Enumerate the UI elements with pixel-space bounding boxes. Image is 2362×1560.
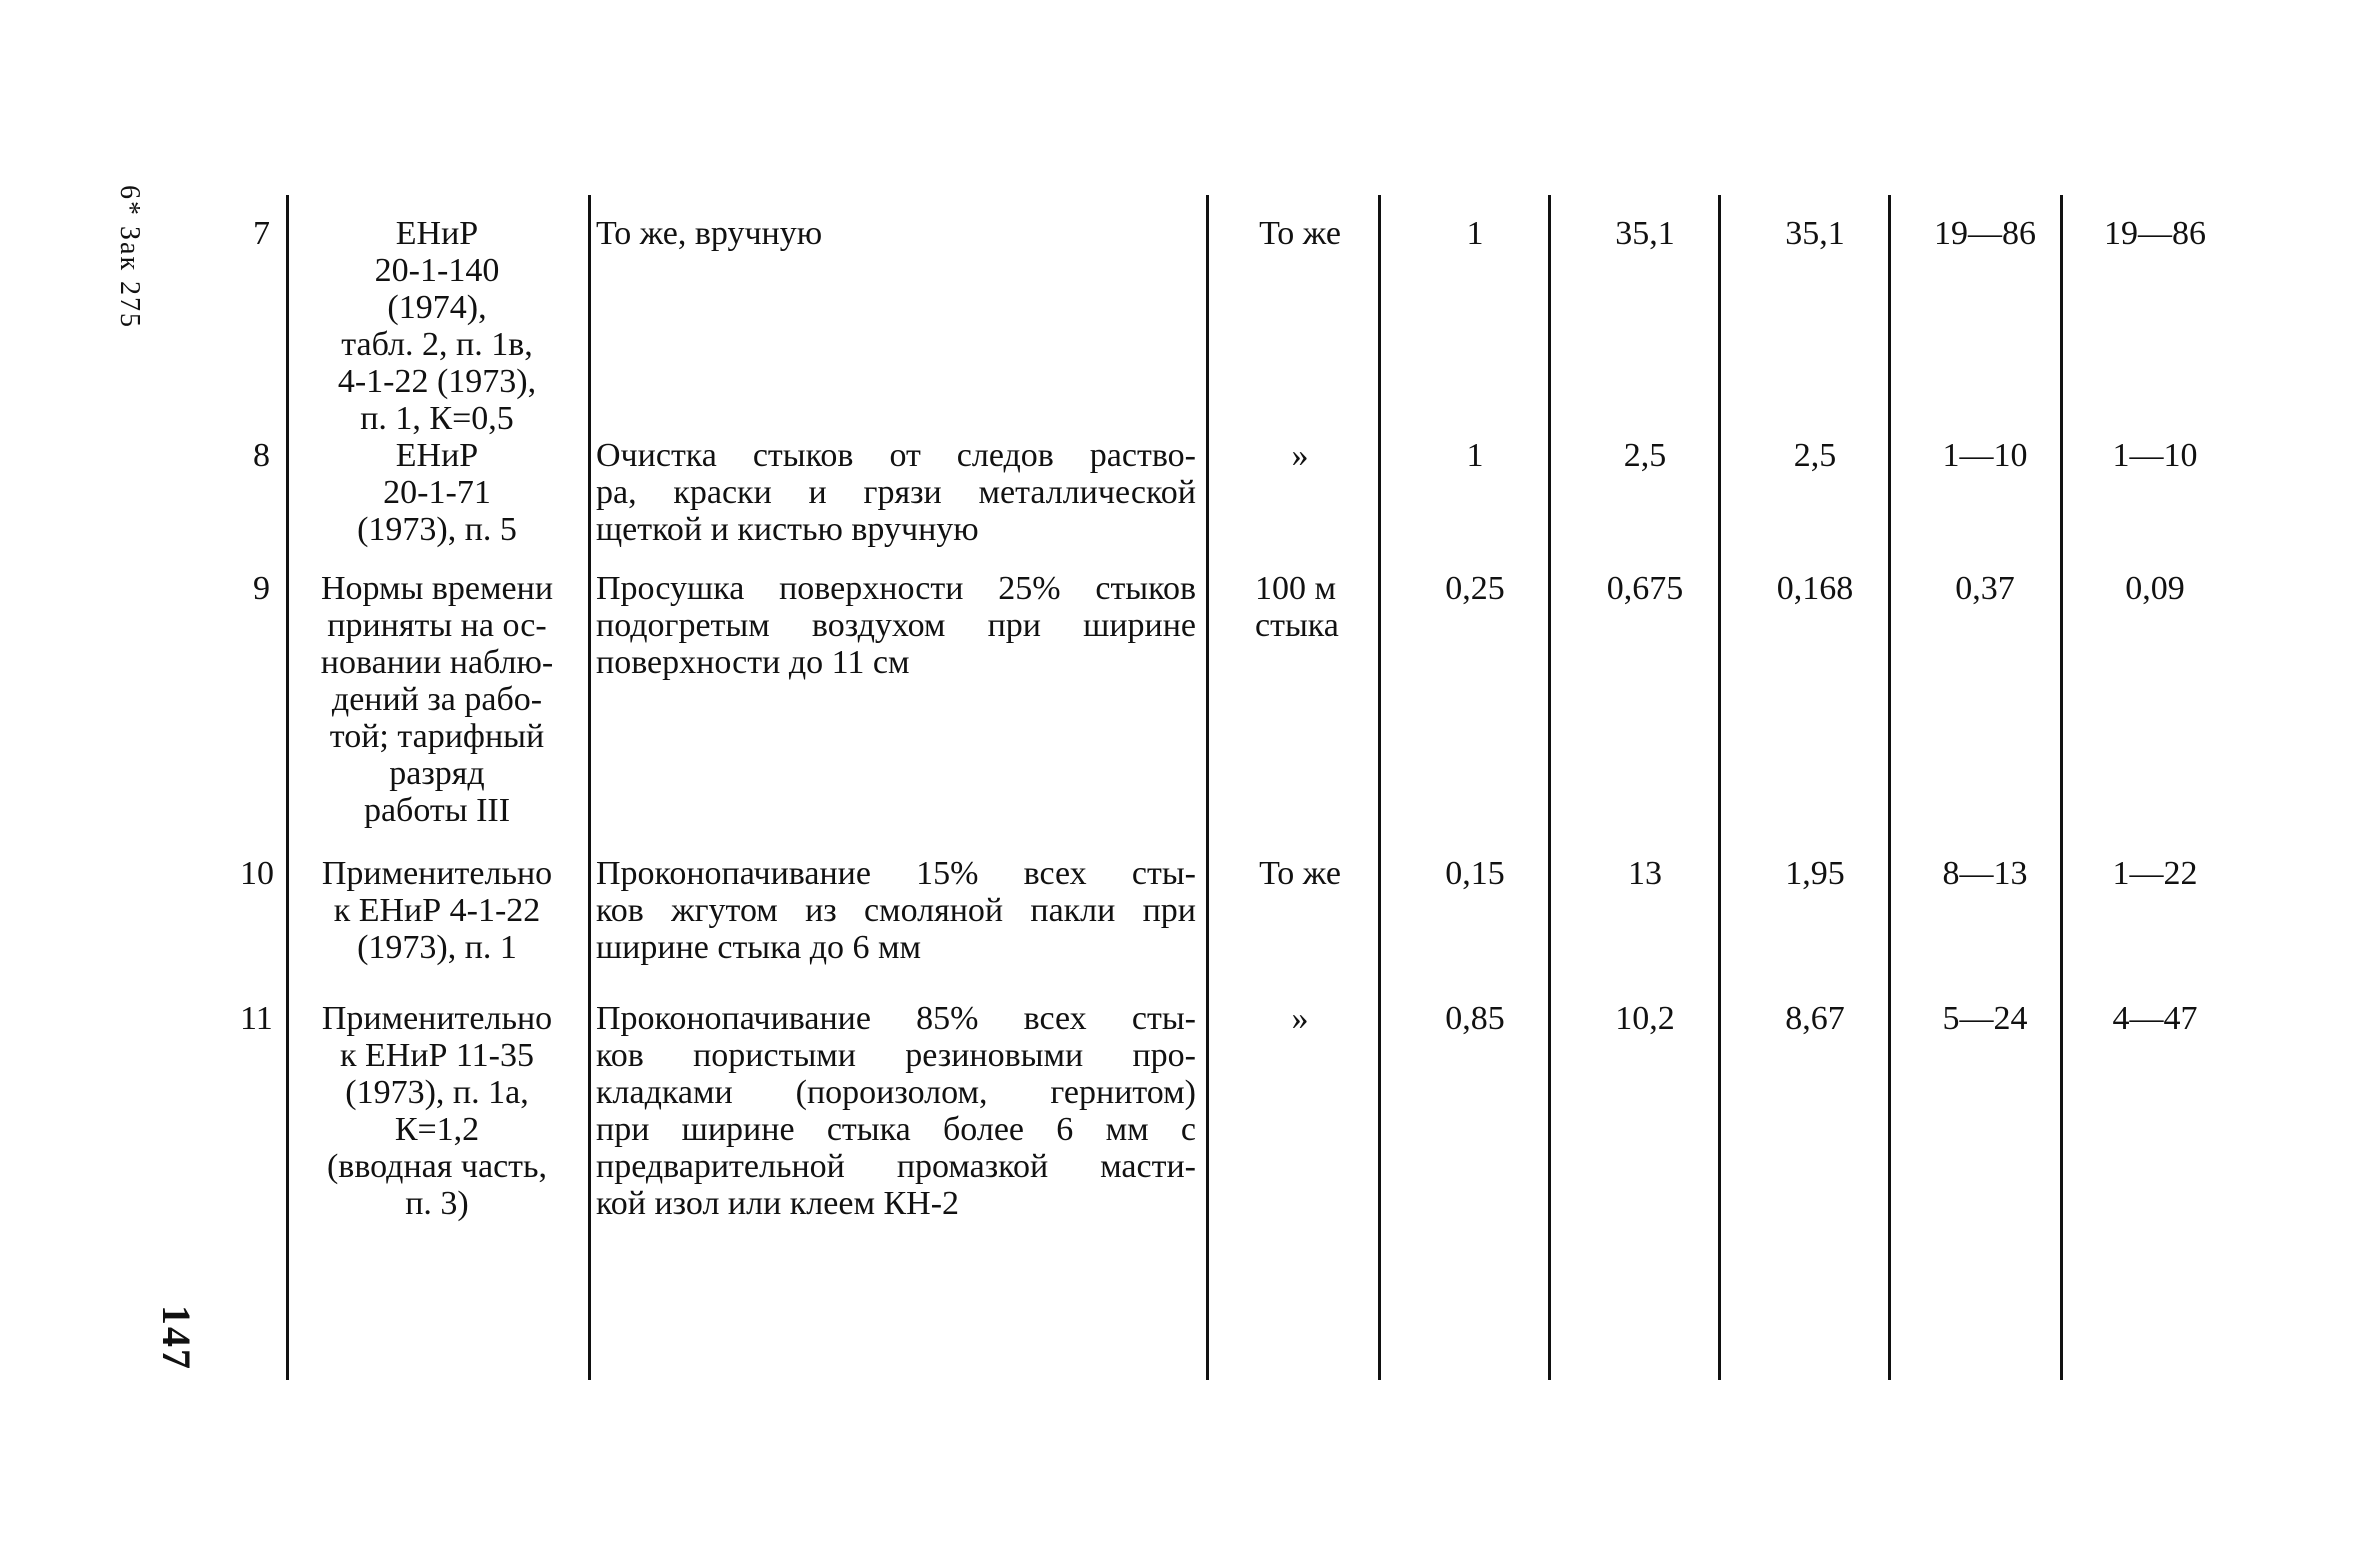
- wage-amount: 19—86: [2104, 215, 2206, 252]
- labor-cost: 0,168: [1776, 570, 1854, 607]
- work-description-line: ков пористыми резиновыми про-: [596, 1037, 1196, 1074]
- work-description-line: Очистка стыков от следов раство-: [596, 437, 1196, 474]
- norm-source-line: 4-1-22 (1973),: [337, 363, 537, 400]
- norm-source: [292, 1000, 582, 1222]
- column-rule: [1718, 195, 1721, 1380]
- quantity: 1: [1466, 215, 1484, 252]
- labor-cost: 1,95: [1785, 855, 1845, 892]
- norm-source: [292, 215, 582, 437]
- work-description: [596, 855, 1196, 966]
- quantity: 0,25: [1445, 570, 1505, 607]
- work-description-line: ков жгутом из смоляной пакли при: [596, 892, 1196, 929]
- unit: То же: [1259, 855, 1341, 892]
- work-description: [596, 215, 1196, 252]
- norm-source-line: к ЕНиР 4-1-22: [333, 892, 541, 929]
- norm-source-line: ЕНиР: [395, 215, 479, 252]
- norm-source-line: Применительно: [321, 1000, 553, 1037]
- norm-source: [292, 855, 582, 966]
- work-description-line: То же, вручную: [596, 215, 823, 252]
- norm-source-line: (1973), п. 5: [357, 511, 517, 548]
- wage-amount: 4—47: [2112, 1000, 2198, 1037]
- row-number: 10: [240, 855, 274, 892]
- work-description: [596, 437, 1196, 548]
- column-rule: [1548, 195, 1551, 1380]
- work-description-line: кой изол или клеем КН-2: [596, 1185, 960, 1222]
- work-description-line: поверхности до 11 см: [596, 644, 910, 681]
- norm-source-line: разряд: [389, 755, 485, 792]
- quantity: 1: [1466, 437, 1484, 474]
- unit: 100 м стыка: [1255, 570, 1339, 644]
- time-norm: 13: [1628, 855, 1662, 892]
- norm-source-line: (1973), п. 1а,: [345, 1074, 529, 1111]
- quantity: 0,85: [1445, 1000, 1505, 1037]
- row-number: 11: [240, 1000, 273, 1037]
- column-rule: [1378, 195, 1381, 1380]
- row-number: 7: [253, 215, 270, 252]
- work-description-line: кладками (пороизолом, гернитом): [596, 1074, 1196, 1111]
- rate: 1—10: [1942, 437, 2028, 474]
- norm-source-line: Нормы времени: [320, 570, 554, 607]
- work-description-line: ширине стыка до 6 мм: [596, 929, 922, 966]
- labor-cost: 35,1: [1785, 215, 1845, 252]
- work-description-line: предварительной промазкой масти-: [596, 1148, 1196, 1185]
- work-description-line: Проконопачивание 85% всех сты-: [596, 1000, 1196, 1037]
- work-description: [596, 1000, 1196, 1222]
- quantity: 0,15: [1445, 855, 1505, 892]
- norm-source-line: (вводная часть,: [326, 1148, 548, 1185]
- work-description-line: щеткой и кистью вручную: [596, 511, 979, 548]
- wage-amount: 0,09: [2125, 570, 2185, 607]
- norm-source-line: табл. 2, п. 1в,: [341, 326, 533, 363]
- time-norm: 35,1: [1615, 215, 1675, 252]
- work-description-line: подогретым воздухом при ширине: [596, 607, 1196, 644]
- page-number: 147: [154, 1305, 199, 1371]
- rate: 19—86: [1934, 215, 2036, 252]
- unit: »: [1291, 437, 1309, 474]
- unit: То же: [1259, 215, 1341, 252]
- rate: 8—13: [1942, 855, 2028, 892]
- work-description: [596, 570, 1196, 681]
- labor-cost: 2,5: [1793, 437, 1837, 474]
- column-rule: [2060, 195, 2063, 1380]
- unit: »: [1291, 1000, 1309, 1037]
- time-norm: 2,5: [1623, 437, 1667, 474]
- time-norm: 10,2: [1615, 1000, 1675, 1037]
- norm-source-line: ЕНиР: [395, 437, 479, 474]
- time-norm: 0,675: [1606, 570, 1684, 607]
- norm-source-line: к ЕНиР 11-35: [339, 1037, 534, 1074]
- margin-note: 6* Зак 275: [114, 185, 145, 330]
- norm-source-line: работы III: [363, 792, 511, 829]
- work-description-line: Просушка поверхности 25% стыков: [596, 570, 1196, 607]
- norm-source-line: п. 3): [405, 1185, 469, 1222]
- work-description-line: Проконопачивание 15% всех сты-: [596, 855, 1196, 892]
- norm-source-line: Применительно: [321, 855, 553, 892]
- column-rule: [588, 195, 591, 1380]
- norm-source-line: п. 1, К=0,5: [360, 400, 514, 437]
- row-number: 8: [253, 437, 270, 474]
- norm-source-line: приняты на ос-: [327, 607, 547, 644]
- norm-source-line: (1974),: [387, 289, 487, 326]
- column-rule: [1206, 195, 1209, 1380]
- work-description-line: при ширине стыка более 6 мм с: [596, 1111, 1196, 1148]
- wage-amount: 1—22: [2112, 855, 2198, 892]
- row-number: 9: [253, 570, 270, 607]
- column-rule: [1888, 195, 1891, 1380]
- wage-amount: 1—10: [2112, 437, 2198, 474]
- norm-source-line: дений за рабо-: [331, 681, 543, 718]
- norm-source-line: (1973), п. 1: [357, 929, 517, 966]
- work-description-line: ра, краски и грязи металлической: [596, 474, 1196, 511]
- rate: 5—24: [1942, 1000, 2028, 1037]
- norm-source-line: 20-1-71: [383, 474, 491, 511]
- norm-source-line: той; тарифный: [329, 718, 545, 755]
- norm-source: [292, 570, 582, 829]
- labor-cost: 8,67: [1785, 1000, 1845, 1037]
- norm-source-line: 20-1-140: [374, 252, 500, 289]
- rate: 0,37: [1955, 570, 2015, 607]
- column-rule: [286, 195, 289, 1380]
- norm-source-line: новании наблю-: [320, 644, 554, 681]
- norm-source-line: К=1,2: [394, 1111, 480, 1148]
- norm-source: [292, 437, 582, 548]
